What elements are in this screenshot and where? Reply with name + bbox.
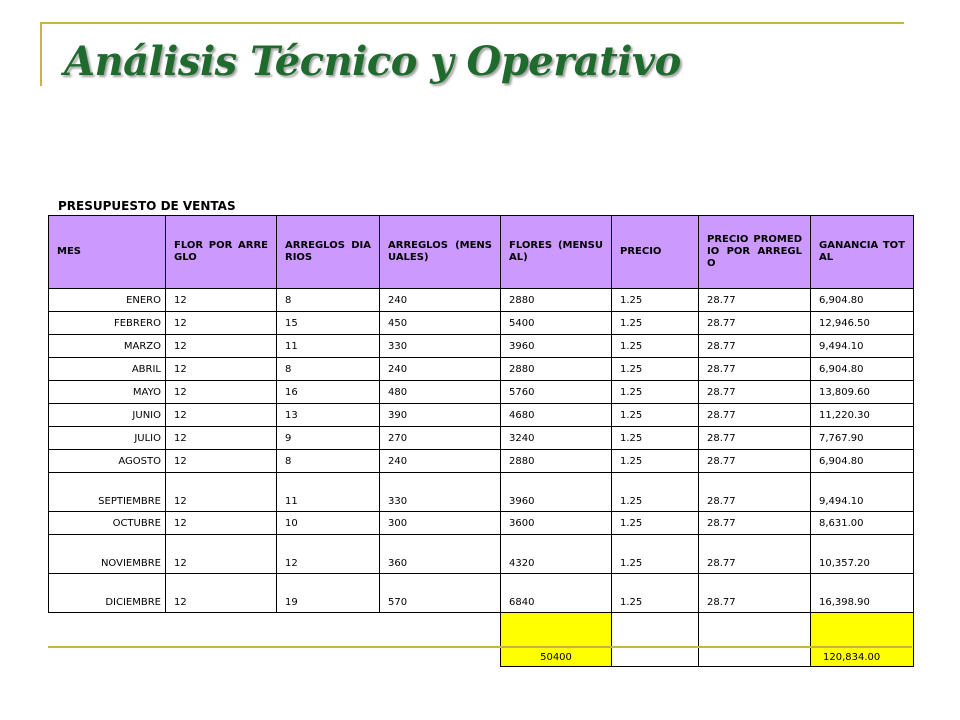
cell: 330 [380, 335, 501, 358]
header-arreglos-mensuales: ARREGLOS (MENSUALES) [380, 216, 501, 289]
cell-month: JUNIO [49, 404, 166, 427]
cell: 3960 [501, 473, 612, 512]
cell: 12 [166, 289, 277, 312]
table-row [49, 512, 914, 535]
cell: 8 [277, 450, 380, 473]
cell: 7,767.90 [811, 427, 914, 450]
cell: 9,494.10 [811, 473, 914, 512]
cell: 1.25 [612, 512, 699, 535]
cell: 240 [380, 450, 501, 473]
cell: 28.77 [699, 535, 811, 574]
cell: 8 [277, 289, 380, 312]
totals-row [49, 613, 914, 667]
cell-month: DICIEMBRE [49, 574, 166, 613]
decorative-bottom-line [48, 646, 912, 648]
cell: 28.77 [699, 574, 811, 613]
cell: 16,398.90 [811, 574, 914, 613]
cell: 480 [380, 381, 501, 404]
cell: 28.77 [699, 404, 811, 427]
total-flores-cell: 50400 [501, 613, 612, 667]
table-row [49, 574, 914, 613]
cell-month: FEBRERO [49, 312, 166, 335]
cell-month: ENERO [49, 289, 166, 312]
cell: 8 [277, 358, 380, 381]
cell: 12 [166, 404, 277, 427]
cell: 1.25 [612, 312, 699, 335]
cell: 3240 [501, 427, 612, 450]
table-subtitle: PRESUPUESTO DE VENTAS [58, 199, 236, 213]
cell-month: ABRIL [49, 358, 166, 381]
cell: 240 [380, 358, 501, 381]
cell: 19 [277, 574, 380, 613]
cell: 12,946.50 [811, 312, 914, 335]
header-flor-por-arreglo: FLOR POR ARREGLO [166, 216, 277, 289]
cell: 4680 [501, 404, 612, 427]
cell-empty [612, 613, 699, 667]
cell: 330 [380, 473, 501, 512]
cell: 10,357.20 [811, 535, 914, 574]
cell: 1.25 [612, 404, 699, 427]
cell: 270 [380, 427, 501, 450]
table-row [49, 450, 914, 473]
table-row [49, 358, 914, 381]
cell: 28.77 [699, 358, 811, 381]
cell: 6840 [501, 574, 612, 613]
table-row [49, 427, 914, 450]
cell: 5400 [501, 312, 612, 335]
cell: 6,904.80 [811, 450, 914, 473]
cell: 11 [277, 335, 380, 358]
header-row [49, 216, 914, 289]
cell: 28.77 [699, 427, 811, 450]
cell: 1.25 [612, 450, 699, 473]
cell: 12 [166, 574, 277, 613]
cell: 28.77 [699, 512, 811, 535]
cell: 2880 [501, 450, 612, 473]
cell: 28.77 [699, 473, 811, 512]
cell: 3960 [501, 335, 612, 358]
cell-month: SEPTIEMBRE [49, 473, 166, 512]
header-precio-promedio: PRECIO PROMEDIO POR ARREGLO [699, 216, 811, 289]
cell: 1.25 [612, 289, 699, 312]
cell: 16 [277, 381, 380, 404]
cell-month: MARZO [49, 335, 166, 358]
cell: 5760 [501, 381, 612, 404]
table-row [49, 473, 914, 512]
cell: 12 [166, 312, 277, 335]
cell: 11 [277, 473, 380, 512]
cell: 12 [166, 473, 277, 512]
header-arreglos-diarios: ARREGLOS DIARIOS [277, 216, 380, 289]
cell: 12 [166, 335, 277, 358]
cell-month: JULIO [49, 427, 166, 450]
cell: 15 [277, 312, 380, 335]
cell: 10 [277, 512, 380, 535]
cell: 9,494.10 [811, 335, 914, 358]
table-row [49, 312, 914, 335]
table-row [49, 289, 914, 312]
cell: 6,904.80 [811, 358, 914, 381]
cell: 390 [380, 404, 501, 427]
cell: 12 [166, 535, 277, 574]
cell: 2880 [501, 289, 612, 312]
total-ganancia-cell: 120,834.00 [811, 613, 914, 667]
cell: 1.25 [612, 427, 699, 450]
cell-empty [699, 613, 811, 667]
table-row [49, 404, 914, 427]
cell: 1.25 [612, 381, 699, 404]
cell: 450 [380, 312, 501, 335]
cell: 12 [166, 358, 277, 381]
cell: 1.25 [612, 574, 699, 613]
cell: 2880 [501, 358, 612, 381]
cell: 12 [166, 381, 277, 404]
header-mes: MES [49, 216, 166, 289]
totals-spacer [49, 613, 501, 667]
cell: 3600 [501, 512, 612, 535]
sales-budget-table [48, 215, 914, 667]
table-row [49, 381, 914, 404]
cell: 1.25 [612, 335, 699, 358]
table-row [49, 535, 914, 574]
cell: 28.77 [699, 450, 811, 473]
cell: 360 [380, 535, 501, 574]
header-ganancia-total: GANANCIA TOTAL [811, 216, 914, 289]
decorative-top-line [40, 22, 904, 24]
cell: 28.77 [699, 289, 811, 312]
cell: 240 [380, 289, 501, 312]
cell: 12 [166, 427, 277, 450]
cell: 11,220.30 [811, 404, 914, 427]
cell: 12 [166, 450, 277, 473]
cell: 13,809.60 [811, 381, 914, 404]
cell: 28.77 [699, 335, 811, 358]
cell: 28.77 [699, 312, 811, 335]
cell: 28.77 [699, 381, 811, 404]
cell: 12 [277, 535, 380, 574]
decorative-left-line [40, 22, 42, 86]
cell-month: AGOSTO [49, 450, 166, 473]
cell: 1.25 [612, 535, 699, 574]
cell: 300 [380, 512, 501, 535]
cell: 9 [277, 427, 380, 450]
cell: 12 [166, 512, 277, 535]
table-row [49, 335, 914, 358]
header-precio: PRECIO [612, 216, 699, 289]
cell: 4320 [501, 535, 612, 574]
cell: 1.25 [612, 358, 699, 381]
cell-month: OCTUBRE [49, 512, 166, 535]
cell: 570 [380, 574, 501, 613]
cell-month: MAYO [49, 381, 166, 404]
cell: 1.25 [612, 473, 699, 512]
cell: 6,904.80 [811, 289, 914, 312]
cell: 8,631.00 [811, 512, 914, 535]
cell: 13 [277, 404, 380, 427]
header-flores-mensual: FLORES (MENSUAL) [501, 216, 612, 289]
slide-title: Análisis Técnico y Operativo [64, 38, 681, 85]
cell-month: NOVIEMBRE [49, 535, 166, 574]
